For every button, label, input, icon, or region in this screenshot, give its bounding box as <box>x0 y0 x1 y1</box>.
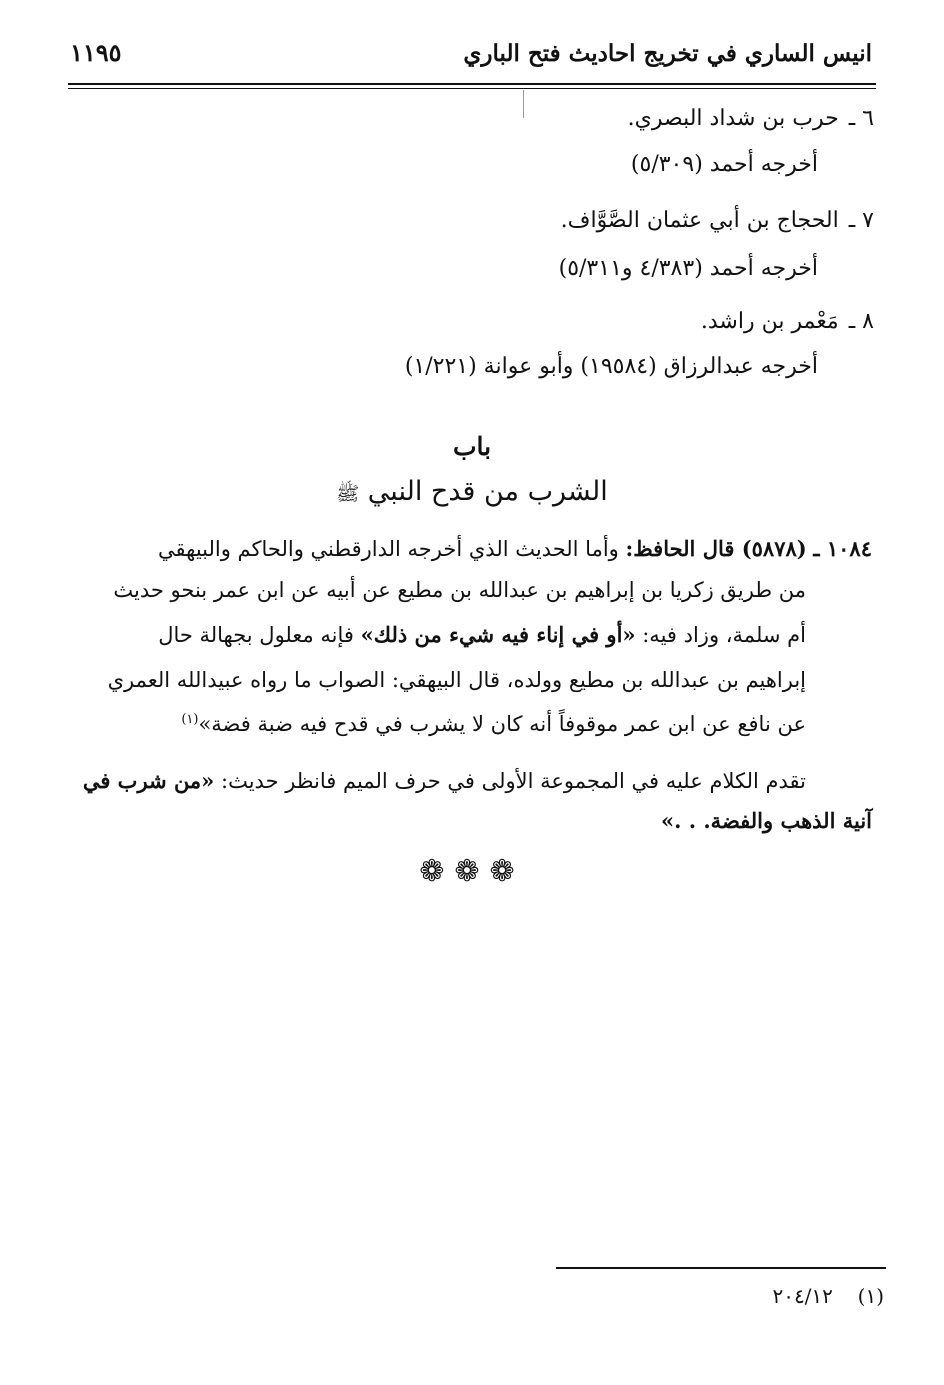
narrator-name: حرب بن شداد البصري. <box>627 106 839 131</box>
hadith-line-2: من طريق زكريا بن إبراهيم بن عبدالله بن مطيع عن أبيه عن ابن عمر بنحو حديث <box>113 578 806 602</box>
comment-line-2: آنية الذهب والفضة. . .» <box>661 808 872 833</box>
footnote-marker: (١) <box>857 1284 884 1308</box>
footnote-text: ٢٠٤/١٢ <box>772 1284 833 1308</box>
section-ornament: ❁❁❁ <box>419 854 525 889</box>
item-8-source: أخرجه عبدالرزاق (١٩٥٨٤) وأبو عوانة (١/٢٢١) <box>404 354 818 379</box>
comment-line-1 <box>83 768 806 793</box>
item-number: ٨ ـ <box>848 309 874 334</box>
hadith-reference: (٥٨٧٨) قال الحافظ: <box>625 536 807 561</box>
header-rule-thin <box>68 88 876 89</box>
footnote-rule <box>556 1267 886 1269</box>
hadith-quote: «أو في إناء فيه شيء من ذلك» <box>360 622 636 647</box>
item-8 <box>701 309 874 334</box>
header-rule <box>68 83 876 85</box>
comment-text: تقدم الكلام عليه في المجموعة الأولى في حرف الميم فانظر حديث: <box>221 769 806 793</box>
hadith-text: عن نافع عن ابن عمر موقوفاً أنه كان لا يشرب في قدح فيه ضبة فضة» <box>198 712 806 736</box>
hadith-text: فإنه معلول بجهالة حال <box>158 623 354 647</box>
item-6-source: أخرجه أحمد (٥/٣٠٩) <box>630 152 818 177</box>
scan-mark <box>523 90 524 118</box>
running-header-title: انيس الساري في تخريج احاديث فتح الباري <box>463 40 872 67</box>
narrator-name: الحجاج بن أبي عثمان الصَّوَّاف. <box>560 208 839 233</box>
hadith-line-1 <box>158 536 872 561</box>
footnote <box>772 1284 884 1308</box>
comment-quote: «من شرب في <box>82 768 215 793</box>
page-number: ١١٩٥ <box>70 38 122 67</box>
chapter-title-text: الشرب من قدح النبي <box>367 476 608 507</box>
item-7 <box>561 208 874 233</box>
footnote-reference: (١) <box>181 712 199 727</box>
chapter-title <box>0 476 944 510</box>
salutation-glyph: ﷺ <box>336 483 360 505</box>
item-number: ٦ ـ <box>848 106 874 131</box>
hadith-text: أم سلمة، وزاد فيه: <box>642 623 806 647</box>
hadith-line-4: إبراهيم بن عبدالله بن مطيع وولده، قال البيهقي: الصواب ما رواه عبيدالله العمري <box>107 668 806 692</box>
item-number: ٧ ـ <box>848 208 874 233</box>
narrator-name: مَعْمر بن راشد. <box>700 309 839 334</box>
hadith-number: ١٠٨٤ ـ <box>813 536 872 561</box>
hadith-text: وأما الحديث الذي أخرجه الدارقطني والحاكم والبيهقي <box>158 537 619 561</box>
chapter-heading: باب <box>452 432 492 461</box>
hadith-line-5 <box>181 712 806 736</box>
hadith-line-3 <box>158 622 806 647</box>
item-7-source: أخرجه أحمد (٤/٣٨٣ و٥/٣١١) <box>558 256 818 281</box>
item-6 <box>628 106 874 131</box>
